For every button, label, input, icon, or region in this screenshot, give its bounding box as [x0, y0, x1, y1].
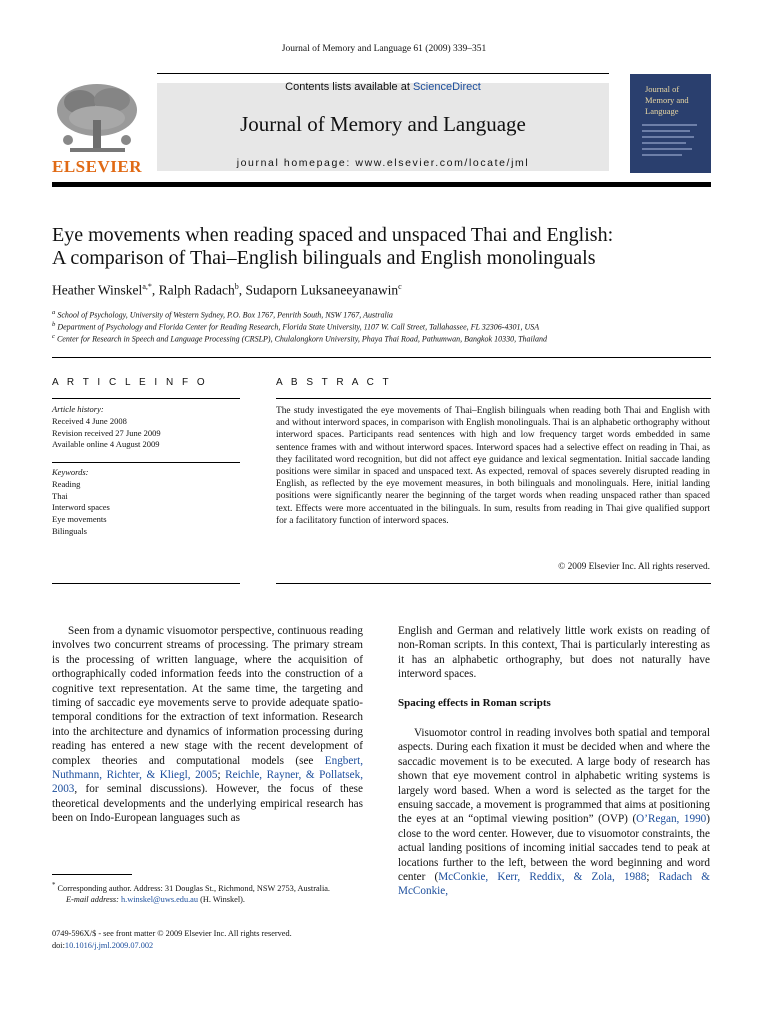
keywords: Keywords: Reading Thai Interword spaces Eye movements Bilinguals — [52, 467, 110, 536]
issn-line: 0749-596X/$ - see front matter © 2009 Elsevier Inc. All rights reserved. — [52, 929, 292, 938]
abstract-rule — [276, 583, 711, 584]
doi-link[interactable]: 10.1016/j.jml.2009.07.002 — [64, 940, 154, 950]
article-info-heading: A R T I C L E I N F O — [52, 377, 208, 388]
article-history: Article history: Received 4 June 2008 Revision received 27 June 2009 Available online 4 August 2009 — [52, 404, 161, 450]
affiliation-rule — [52, 357, 711, 358]
info-rule — [52, 398, 240, 399]
keyword: Thai — [52, 490, 68, 501]
keyword: Bilinguals — [52, 525, 87, 536]
history-item: Available online 4 August 2009 — [52, 439, 160, 450]
intro-paragraph: Seen from a dynamic visuomotor perspective, continuous reading involves two concurrent streams of processing. The primary stream is the processing of written language, where the acquisition of orthographically coded information feeds into the construction of a cognitive text representation. At the same time, the targeting and timing of saccadic eye movements serve to provide adequate spatio-temporal conditions for the extraction of text information. Research into the architecture and dynamics of information processing during reading has entered a new stage with the recent development of complex theories and computational models (see Engbert, Nuthmann, Richter, & Kliegl, 2005; Reichle, Rayner, & Pollatsek, 2003, for seminal discussions). However, the focus of these theoretical developments and the underlying empirical research has been on Indo-European languages such as — [52, 625, 364, 825]
abstract-copyright: © 2009 Elsevier Inc. All rights reserved. — [558, 562, 710, 572]
affiliation: $^c$ Center for Research in Speech and Language Processing (CRSLP), Chulalongkorn University, Phaya Thai Road, Pathumwan, Bangkok 10330, Thailand — [52, 333, 547, 344]
journal-homepage[interactable]: journal homepage: www.elsevier.com/locate/jml — [236, 157, 530, 169]
author-affiliation-marker: c — [398, 282, 402, 291]
info-rule — [52, 462, 240, 463]
author-name: Ralph Radach — [158, 282, 235, 298]
citation-link[interactable]: Radach & McConkie, — [398, 871, 710, 898]
section-paragraph: Visuomotor control in reading involves both spatial and temporal aspects. During each fixation it must be decided when and where the saccadic movement is to be executed. A large body of research has shown that eye movement control in alphabetic writing systems is largely word based. When a word is selected as the target for the ensuing saccade, a movement is programmed that aims at positioning the eyes at an “optimal viewing position” (OVP) (O’Regan, 1990) close to the word center. However, due to visuomotor constraints, the actual landing positions of incoming initial saccades tend to peak at locations further to the left, between the word beginning and word center (McConkie, Kerr, Reddix, & Zola, 1988; Radach & McConkie, — [398, 727, 710, 898]
author-name: Heather Winskel — [52, 282, 143, 298]
email-line: E-mail address: h.winskel@uws.edu.au (H. Winskel). — [66, 895, 245, 905]
citation-link[interactable]: O’Regan, 1990 — [636, 813, 707, 826]
author-affiliation-marker: a,* — [142, 282, 152, 291]
abstract-heading: A B S T R A C T — [276, 377, 392, 388]
email-link[interactable]: h.winskel@uws.edu.au — [121, 895, 199, 905]
contents-line — [157, 81, 609, 93]
article-title: Eye movements when reading spaced and unspaced Thai and English: A comparison of Thai–English bilinguals and English monolinguals — [52, 224, 614, 269]
abstract-rule — [276, 398, 711, 399]
keyword: Reading — [52, 478, 81, 489]
history-item: Received 4 June 2008 — [52, 415, 127, 426]
affiliation: $^b$ Department of Psychology and Florida Center for Reading Research, Florida State University, 1107 W. Call Street, Tallahassee, FL 32306-4301, USA — [52, 321, 540, 332]
footnote — [52, 880, 372, 906]
abstract-text: The study investigated the eye movements of Thai–English bilinguals when reading both Thai and English with and without interword spaces, in comparison with English monolinguals. Thai is an alphabetic orthography without interword spaces. Participants read sentences with high and low frequency target words embedded in same sentence frames with and without interword spaces. Interword spaces had a selective effect on reading in Thai, as they facilitated word recognition, but did not affect eye guidance and lexical segmentation. Initial saccade landing positions were similar in spaced and unspaced text. As expected, removal of spaces severely disrupted reading in English, as reflected by the eye movement measures, in both bilinguals and monolinguals. Here, initial landing positions were significantly nearer the beginning of the target words when reading unspaced rather than spaced text. Effects were more accentuated in the bilinguals. In sum, results from reading in Thai give qualified support for a facilitatory function of interword spaces. — [276, 406, 710, 526]
footnote-rule — [52, 874, 132, 875]
header-thick-rule — [52, 182, 711, 187]
info-rule — [52, 583, 240, 584]
journal-citation: Journal of Memory and Language 61 (2009) 339–351 — [281, 44, 487, 54]
history-item: Revision received 27 June 2009 — [52, 427, 161, 438]
affiliation: $^a$ School of Psychology, University of Western Sydney, P.O. Box 1767, Penrith South, NSW 1767, Australia — [52, 309, 393, 320]
intro-paragraph-continued: English and German and relatively little work exists on reading of non-Roman scripts. In this context, Thai is particularly interesting as it has an alphabetic orthography, but does not naturally have interword spaces. — [398, 625, 710, 681]
author-name: Sudaporn Luksaneeyanawin — [245, 282, 399, 298]
page-footer — [52, 928, 292, 951]
header-rule — [157, 73, 609, 74]
contents-prefix: Contents lists available at — [285, 81, 413, 93]
citation-link[interactable]: McConkie, Kerr, Reddix, & Zola, 1988 — [438, 871, 647, 884]
corresponding-author-note: * Corresponding author. Address: 31 Douglas St., Richmond, NSW 2753, Australia. — [52, 882, 331, 893]
doi-line: doi:10.1016/j.jml.2009.07.002 — [52, 940, 154, 950]
author-list: Heather Winskel$^{a,*}$, Ralph Radach$^b$, Sudaporn Luksaneeyanawin$^c$ — [52, 282, 402, 298]
journal-title: Journal of Memory and Language — [240, 112, 526, 136]
author-affiliation-marker: b — [234, 282, 239, 291]
sciencedirect-link[interactable]: ScienceDirect — [412, 81, 481, 93]
cover-title: Journal of Memory and Language — [645, 84, 689, 116]
keyword: Eye movements — [52, 514, 107, 525]
section-heading: Spacing effects in Roman scripts — [398, 697, 551, 709]
publisher-logo-text: ELSEVIER — [52, 157, 142, 176]
keyword: Interword spaces — [52, 502, 110, 513]
citation-link[interactable]: Reichle, Rayner, & Pollatsek, 2003 — [52, 769, 364, 796]
citation-link[interactable]: Engbert, Nuthmann, Richter, & Kliegl, 2005 — [52, 754, 363, 782]
